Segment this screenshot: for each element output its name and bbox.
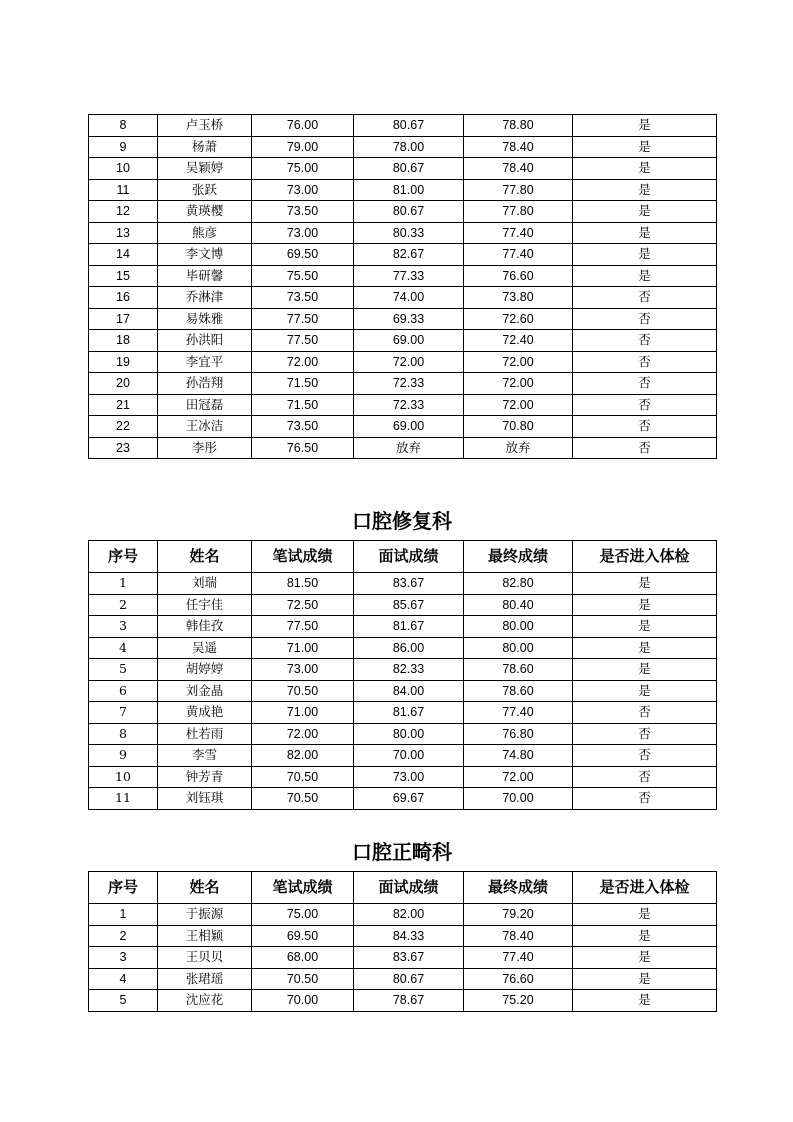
- cell-physical-exam: 是: [573, 637, 717, 659]
- header-name: 姓名: [158, 872, 252, 904]
- cell-written-score: 70.50: [252, 680, 354, 702]
- cell-index: 8: [89, 115, 158, 137]
- cell-name: 李宜平: [158, 351, 252, 373]
- cell-final-score: 78.40: [464, 925, 573, 947]
- table-row: [89, 573, 717, 595]
- cell-final-score: 77.80: [464, 179, 573, 201]
- cell-index: 4: [89, 968, 158, 990]
- cell-interview-score: 70.00: [354, 745, 464, 767]
- cell-interview-score: 82.33: [354, 659, 464, 681]
- cell-final-score: 80.00: [464, 637, 573, 659]
- table-header: [89, 872, 717, 904]
- header-name: 姓名: [158, 541, 252, 573]
- cell-name: 易姝雅: [158, 308, 252, 330]
- cell-physical-exam: 否: [573, 788, 717, 810]
- cell-interview-score: 80.67: [354, 158, 464, 180]
- cell-name: 吴遥: [158, 637, 252, 659]
- table-row: [89, 330, 717, 352]
- table-row: [89, 437, 717, 459]
- cell-name: 杜若雨: [158, 723, 252, 745]
- cell-written-score: 73.00: [252, 222, 354, 244]
- cell-name: 张跃: [158, 179, 252, 201]
- cell-final-score: 76.60: [464, 265, 573, 287]
- cell-interview-score: 69.00: [354, 330, 464, 352]
- cell-index: 3: [89, 947, 158, 969]
- cell-physical-exam: 否: [573, 766, 717, 788]
- cell-physical-exam: 否: [573, 394, 717, 416]
- cell-interview-score: 81.00: [354, 179, 464, 201]
- cell-written-score: 70.50: [252, 788, 354, 810]
- cell-written-score: 72.50: [252, 594, 354, 616]
- cell-physical-exam: 否: [573, 437, 717, 459]
- cell-name: 王冰洁: [158, 416, 252, 438]
- cell-name: 黄瑛樱: [158, 201, 252, 223]
- cell-final-score: 72.00: [464, 394, 573, 416]
- cell-name: 卢玉桥: [158, 115, 252, 137]
- table-row: [89, 990, 717, 1012]
- cell-index: 14: [89, 244, 158, 266]
- cell-physical-exam: 是: [573, 265, 717, 287]
- score-table-body: [89, 904, 717, 1012]
- cell-final-score: 72.00: [464, 766, 573, 788]
- cell-interview-score: 83.67: [354, 573, 464, 595]
- cell-final-score: 78.40: [464, 158, 573, 180]
- cell-name: 任宇佳: [158, 594, 252, 616]
- cell-name: 田冠磊: [158, 394, 252, 416]
- cell-final-score: 77.40: [464, 702, 573, 724]
- cell-physical-exam: 否: [573, 373, 717, 395]
- cell-interview-score: 80.67: [354, 115, 464, 137]
- table-row: [89, 201, 717, 223]
- cell-written-score: 73.50: [252, 416, 354, 438]
- section-title-orthodontics: 口腔正畸科: [352, 840, 452, 864]
- cell-interview-score: 80.33: [354, 222, 464, 244]
- cell-index: 18: [89, 330, 158, 352]
- cell-written-score: 71.50: [252, 373, 354, 395]
- cell-final-score: 72.40: [464, 330, 573, 352]
- table-row: [89, 594, 717, 616]
- cell-interview-score: 72.33: [354, 394, 464, 416]
- cell-name: 张珺瑶: [158, 968, 252, 990]
- cell-written-score: 75.50: [252, 265, 354, 287]
- cell-physical-exam: 否: [573, 723, 717, 745]
- cell-written-score: 71.00: [252, 702, 354, 724]
- cell-interview-score: 78.67: [354, 990, 464, 1012]
- cell-written-score: 77.50: [252, 308, 354, 330]
- cell-name: 黄成艳: [158, 702, 252, 724]
- cell-physical-exam: 是: [573, 244, 717, 266]
- cell-index: 3: [89, 616, 158, 638]
- cell-index: 21: [89, 394, 158, 416]
- cell-physical-exam: 是: [573, 680, 717, 702]
- cell-name: 刘瑞: [158, 573, 252, 595]
- cell-name: 毕研馨: [158, 265, 252, 287]
- cell-name: 于振源: [158, 904, 252, 926]
- score-table-prosthodontics: [88, 540, 717, 810]
- cell-written-score: 75.00: [252, 904, 354, 926]
- cell-name: 李彤: [158, 437, 252, 459]
- table-row: [89, 637, 717, 659]
- cell-written-score: 79.00: [252, 136, 354, 158]
- cell-name: 杨萧: [158, 136, 252, 158]
- cell-index: 23: [89, 437, 158, 459]
- table-row: [89, 351, 717, 373]
- cell-interview-score: 80.00: [354, 723, 464, 745]
- cell-final-score: 70.00: [464, 788, 573, 810]
- cell-interview-score: 81.67: [354, 616, 464, 638]
- cell-physical-exam: 是: [573, 925, 717, 947]
- cell-interview-score: 83.67: [354, 947, 464, 969]
- cell-interview-score: 72.33: [354, 373, 464, 395]
- cell-written-score: 70.50: [252, 968, 354, 990]
- cell-name: 胡婷婷: [158, 659, 252, 681]
- cell-physical-exam: 是: [573, 115, 717, 137]
- cell-index: 10: [89, 158, 158, 180]
- cell-index: 16: [89, 287, 158, 309]
- cell-interview-score: 72.00: [354, 351, 464, 373]
- cell-index: 15: [89, 265, 158, 287]
- table-row: [89, 158, 717, 180]
- cell-index: 13: [89, 222, 158, 244]
- table-row: [89, 136, 717, 158]
- cell-physical-exam: 是: [573, 594, 717, 616]
- cell-written-score: 76.50: [252, 437, 354, 459]
- cell-physical-exam: 是: [573, 990, 717, 1012]
- cell-index: 6: [89, 680, 158, 702]
- table-row: [89, 394, 717, 416]
- header-final-score: 最终成绩: [464, 541, 573, 573]
- table-row: [89, 308, 717, 330]
- cell-index: 17: [89, 308, 158, 330]
- cell-interview-score: 74.00: [354, 287, 464, 309]
- cell-final-score: 76.80: [464, 723, 573, 745]
- cell-name: 李文博: [158, 244, 252, 266]
- cell-final-score: 80.40: [464, 594, 573, 616]
- header-row: [89, 872, 717, 904]
- cell-written-score: 68.00: [252, 947, 354, 969]
- cell-name: 乔淋津: [158, 287, 252, 309]
- table-row: [89, 659, 717, 681]
- header-interview-score: 面试成绩: [354, 541, 464, 573]
- score-table-continued: [88, 114, 717, 459]
- table-row: [89, 925, 717, 947]
- table-row: [89, 723, 717, 745]
- cell-written-score: 69.50: [252, 925, 354, 947]
- cell-interview-score: 69.00: [354, 416, 464, 438]
- cell-interview-score: 80.67: [354, 968, 464, 990]
- cell-name: 吴颖婷: [158, 158, 252, 180]
- cell-interview-score: 73.00: [354, 766, 464, 788]
- cell-name: 刘金晶: [158, 680, 252, 702]
- cell-final-score: 72.00: [464, 351, 573, 373]
- cell-name: 王相颖: [158, 925, 252, 947]
- cell-physical-exam: 是: [573, 179, 717, 201]
- cell-final-score: 78.60: [464, 680, 573, 702]
- cell-final-score: 75.20: [464, 990, 573, 1012]
- cell-interview-score: 77.33: [354, 265, 464, 287]
- cell-interview-score: 69.33: [354, 308, 464, 330]
- cell-index: 5: [89, 990, 158, 1012]
- cell-written-score: 75.00: [252, 158, 354, 180]
- cell-interview-score: 82.67: [354, 244, 464, 266]
- cell-name: 李雪: [158, 745, 252, 767]
- score-table-body: [89, 573, 717, 810]
- table-row: [89, 287, 717, 309]
- cell-index: 19: [89, 351, 158, 373]
- cell-index: 5: [89, 659, 158, 681]
- cell-final-score: 70.80: [464, 416, 573, 438]
- cell-name: 刘钰琪: [158, 788, 252, 810]
- cell-index: 10: [89, 766, 158, 788]
- cell-physical-exam: 是: [573, 659, 717, 681]
- cell-index: 22: [89, 416, 158, 438]
- cell-written-score: 71.00: [252, 637, 354, 659]
- cell-physical-exam: 否: [573, 416, 717, 438]
- score-table-body: [89, 115, 717, 459]
- table-row: [89, 616, 717, 638]
- cell-name: 孙浩翔: [158, 373, 252, 395]
- table-row: [89, 179, 717, 201]
- table-header: [89, 541, 717, 573]
- cell-name: 韩佳孜: [158, 616, 252, 638]
- cell-written-score: 73.50: [252, 287, 354, 309]
- table-row: [89, 702, 717, 724]
- cell-index: 11: [89, 179, 158, 201]
- cell-final-score: 78.60: [464, 659, 573, 681]
- table-row: [89, 680, 717, 702]
- cell-written-score: 71.50: [252, 394, 354, 416]
- cell-index: 4: [89, 637, 158, 659]
- cell-index: 2: [89, 925, 158, 947]
- header-index: 序号: [89, 541, 158, 573]
- cell-final-score: 77.40: [464, 244, 573, 266]
- table-row: [89, 115, 717, 137]
- table-row: [89, 244, 717, 266]
- cell-index: 8: [89, 723, 158, 745]
- cell-written-score: 77.50: [252, 330, 354, 352]
- cell-written-score: 73.00: [252, 659, 354, 681]
- cell-interview-score: 86.00: [354, 637, 464, 659]
- cell-final-score: 80.00: [464, 616, 573, 638]
- cell-final-score: 82.80: [464, 573, 573, 595]
- cell-final-score: 78.80: [464, 115, 573, 137]
- cell-physical-exam: 否: [573, 702, 717, 724]
- cell-physical-exam: 是: [573, 573, 717, 595]
- cell-physical-exam: 是: [573, 968, 717, 990]
- cell-final-score: 放弃: [464, 437, 573, 459]
- cell-index: 1: [89, 573, 158, 595]
- table-row: [89, 947, 717, 969]
- cell-index: 1: [89, 904, 158, 926]
- table-row: [89, 766, 717, 788]
- cell-final-score: 72.00: [464, 373, 573, 395]
- cell-interview-score: 80.67: [354, 201, 464, 223]
- cell-final-score: 79.20: [464, 904, 573, 926]
- cell-interview-score: 78.00: [354, 136, 464, 158]
- table-row: [89, 788, 717, 810]
- cell-index: 11: [89, 788, 158, 810]
- cell-final-score: 74.80: [464, 745, 573, 767]
- cell-interview-score: 82.00: [354, 904, 464, 926]
- cell-physical-exam: 否: [573, 745, 717, 767]
- cell-name: 沈应花: [158, 990, 252, 1012]
- header-physical-exam: 是否进入体检: [573, 872, 717, 904]
- cell-written-score: 70.50: [252, 766, 354, 788]
- cell-written-score: 76.00: [252, 115, 354, 137]
- cell-final-score: 77.40: [464, 947, 573, 969]
- cell-physical-exam: 是: [573, 904, 717, 926]
- table-row: [89, 373, 717, 395]
- table-row: [89, 222, 717, 244]
- cell-index: 12: [89, 201, 158, 223]
- cell-physical-exam: 是: [573, 158, 717, 180]
- cell-interview-score: 84.33: [354, 925, 464, 947]
- cell-name: 孙洪阳: [158, 330, 252, 352]
- cell-written-score: 81.50: [252, 573, 354, 595]
- cell-written-score: 82.00: [252, 745, 354, 767]
- cell-interview-score: 81.67: [354, 702, 464, 724]
- cell-index: 2: [89, 594, 158, 616]
- header-index: 序号: [89, 872, 158, 904]
- table-row: [89, 968, 717, 990]
- header-written-score: 笔试成绩: [252, 541, 354, 573]
- cell-written-score: 72.00: [252, 723, 354, 745]
- cell-written-score: 69.50: [252, 244, 354, 266]
- cell-physical-exam: 否: [573, 351, 717, 373]
- cell-physical-exam: 否: [573, 330, 717, 352]
- cell-written-score: 70.00: [252, 990, 354, 1012]
- table-row: [89, 416, 717, 438]
- cell-final-score: 72.60: [464, 308, 573, 330]
- cell-physical-exam: 是: [573, 136, 717, 158]
- cell-physical-exam: 否: [573, 287, 717, 309]
- cell-physical-exam: 是: [573, 201, 717, 223]
- header-final-score: 最终成绩: [464, 872, 573, 904]
- cell-physical-exam: 是: [573, 222, 717, 244]
- cell-interview-score: 84.00: [354, 680, 464, 702]
- section-title-prosthodontics: 口腔修复科: [352, 509, 452, 533]
- cell-final-score: 77.80: [464, 201, 573, 223]
- cell-interview-score: 放弃: [354, 437, 464, 459]
- table-row: [89, 904, 717, 926]
- header-physical-exam: 是否进入体检: [573, 541, 717, 573]
- table-row: [89, 265, 717, 287]
- header-written-score: 笔试成绩: [252, 872, 354, 904]
- table-row: [89, 745, 717, 767]
- cell-written-score: 77.50: [252, 616, 354, 638]
- cell-physical-exam: 是: [573, 616, 717, 638]
- cell-index: 9: [89, 136, 158, 158]
- header-row: [89, 541, 717, 573]
- cell-index: 9: [89, 745, 158, 767]
- cell-final-score: 77.40: [464, 222, 573, 244]
- cell-index: 20: [89, 373, 158, 395]
- cell-interview-score: 85.67: [354, 594, 464, 616]
- cell-interview-score: 69.67: [354, 788, 464, 810]
- cell-name: 王贝贝: [158, 947, 252, 969]
- cell-name: 熊彦: [158, 222, 252, 244]
- header-interview-score: 面试成绩: [354, 872, 464, 904]
- cell-final-score: 76.60: [464, 968, 573, 990]
- cell-physical-exam: 是: [573, 947, 717, 969]
- cell-index: 7: [89, 702, 158, 724]
- cell-final-score: 78.40: [464, 136, 573, 158]
- cell-written-score: 73.00: [252, 179, 354, 201]
- cell-written-score: 72.00: [252, 351, 354, 373]
- score-table-orthodontics: [88, 871, 717, 1012]
- cell-final-score: 73.80: [464, 287, 573, 309]
- cell-written-score: 73.50: [252, 201, 354, 223]
- cell-name: 钟芳青: [158, 766, 252, 788]
- cell-physical-exam: 否: [573, 308, 717, 330]
